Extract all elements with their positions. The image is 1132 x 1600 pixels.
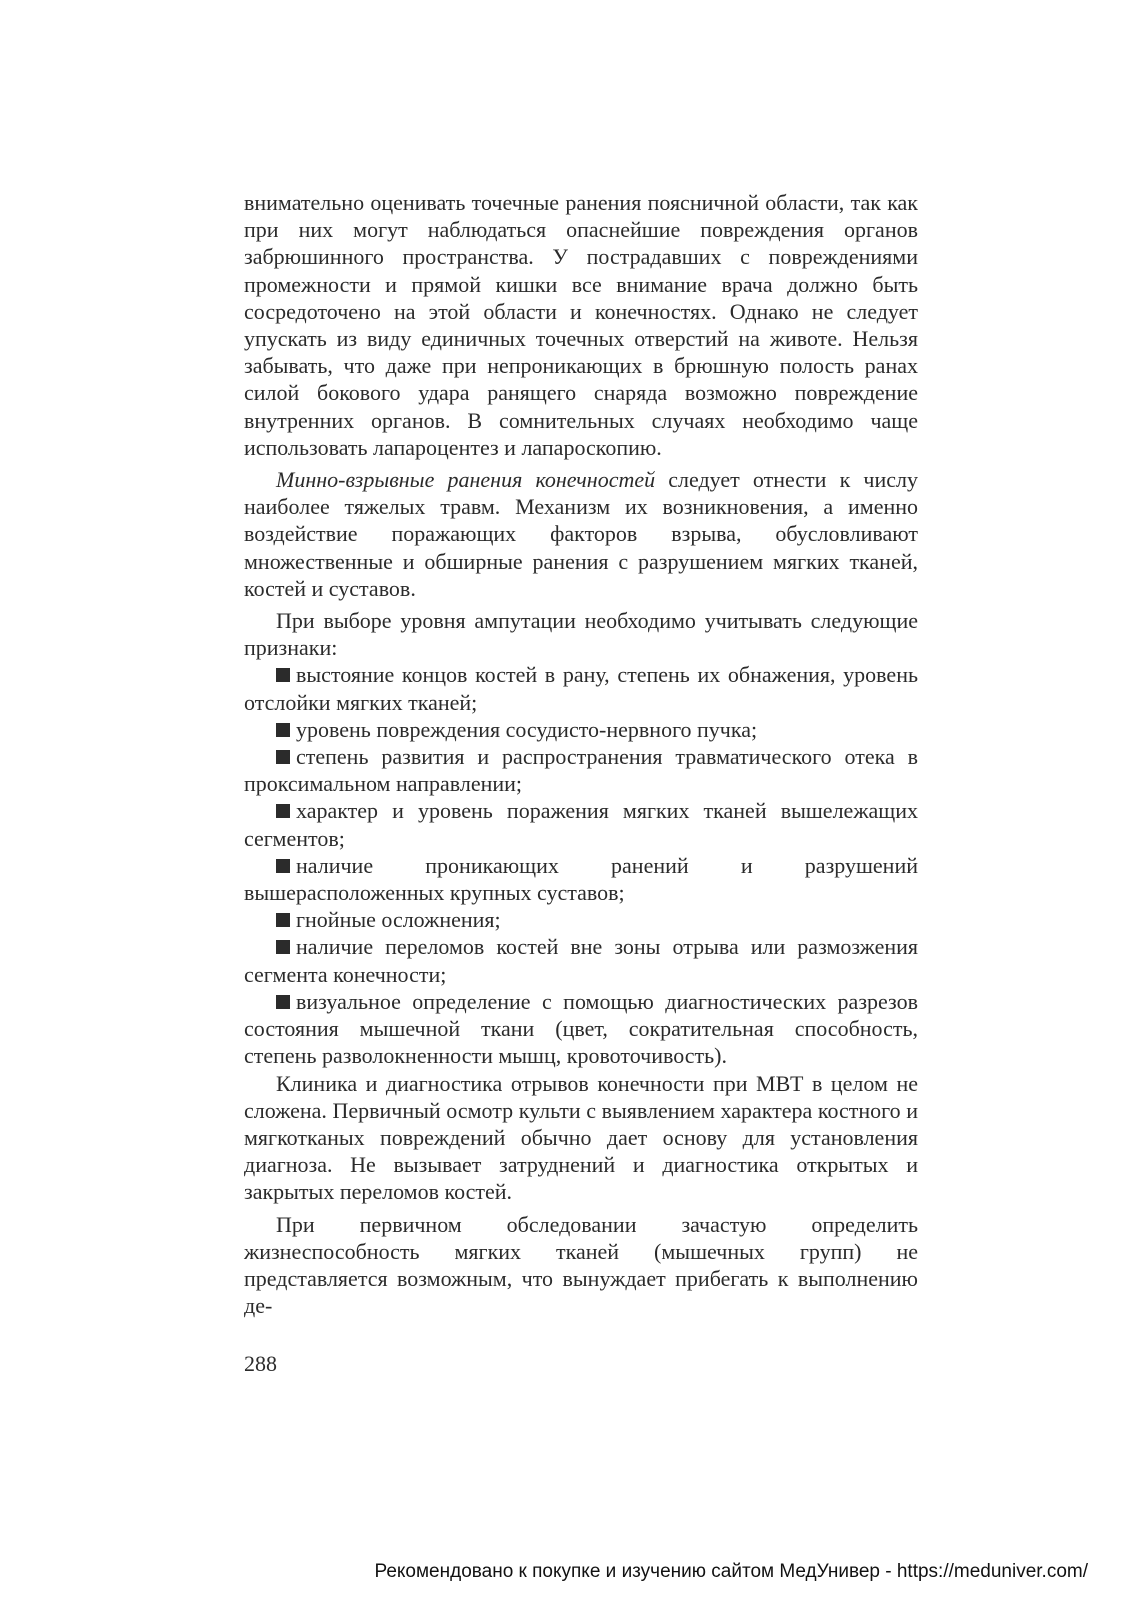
square-bullet-icon bbox=[276, 940, 290, 954]
list-item bbox=[244, 852, 918, 906]
paragraph-clinic-diagnostics: Клиника и диагностика отрывов конечности при МВТ в целом не сложена. Первичный осмотр культи с выявлением характера костного и мягкотканых повреждений обычно дает основу для установления диагноза. Не вызывает затруднений и диагностика открытых и закрытых переломов костей. bbox=[244, 1070, 918, 1205]
paragraph-limb-injuries-text: следует отнести к числу наиболее тяжелых травм. Механизм их возникновения, а именно воздействие поражающих факторов взрыва, обусловливают множественные и обширные ранения с разрушением мягких тканей, костей и суставов. bbox=[244, 467, 918, 601]
footer-watermark-text: Рекомендовано к покупке и изучению сайтом МедУнивер - https://meduniver.com/ bbox=[374, 1561, 1088, 1582]
paragraph-limb-injuries bbox=[244, 466, 918, 602]
list-item bbox=[244, 797, 918, 851]
italic-term-limb-injuries: Минно-взрывные ранения конечностей bbox=[276, 467, 656, 493]
square-bullet-icon bbox=[276, 913, 290, 927]
criteria-list bbox=[244, 661, 918, 1069]
list-item-text: уровень повреждения сосудисто-нервного пучка; bbox=[296, 716, 758, 742]
square-bullet-icon bbox=[276, 723, 290, 737]
body-text bbox=[244, 189, 918, 1319]
paragraph-amputation-intro: При выборе уровня ампутации необходимо учитывать следующие признаки: bbox=[244, 608, 918, 661]
square-bullet-icon bbox=[276, 804, 290, 818]
square-bullet-icon bbox=[276, 859, 290, 873]
page-number: 288 bbox=[244, 1351, 277, 1376]
list-item-text: степень развития и распространения травматического отека в проксимальном направлении; bbox=[244, 744, 918, 797]
list-item bbox=[244, 988, 918, 1070]
paragraph-injuries-lumbar: внимательно оценивать точечные ранения поясничной области, так как при них могут наблюдаться опаснейшие повреждения органов забрюшинного пространства. У пострадавших с повреждениями промежности и прямой кишки все внимание врача должно быть сосредоточено на этой области и конечностях. Однако не следует упускать из виду единичных точечных отверстий на животе. Нельзя забывать, что даже при непроникающих в брюшную полость ранах силой бокового удара ранящего снаряда возможно повреждение внутренних органов. В сомнительных случаях необходимо чаще использовать лапароцентез и лапароскопию. bbox=[244, 190, 918, 460]
paragraph-primary-exam: При первичном обследовании зачастую определить жизнеспособность мягких тканей (мышечных групп) не представляется возможным, что вынуждает прибегать к выполнению де- bbox=[244, 1211, 918, 1319]
square-bullet-icon bbox=[276, 750, 290, 764]
list-item bbox=[244, 933, 918, 987]
list-item bbox=[244, 906, 918, 933]
list-item-text: выстояние концов костей в рану, степень их обнажения, уровень отслойки мягких тканей; bbox=[244, 662, 918, 715]
list-item bbox=[244, 743, 918, 797]
square-bullet-icon bbox=[276, 995, 290, 1009]
list-item-text: наличие переломов костей вне зоны отрыва или размозжения сегмента конечности; bbox=[244, 934, 918, 987]
list-item bbox=[244, 661, 918, 715]
list-item-text: характер и уровень поражения мягких тканей вышележащих сегментов; bbox=[244, 798, 918, 851]
list-item-text: гнойные осложнения; bbox=[296, 907, 501, 933]
list-item bbox=[244, 716, 918, 743]
list-item-text: наличие проникающих ранений и разрушений вышерасположенных крупных суставов; bbox=[244, 852, 918, 906]
list-item-text: визуальное определение с помощью диагностических разрезов состояния мышечной ткани (цвет, сократительная способность, степень разволокненности мышц, кровоточивость). bbox=[244, 988, 918, 1069]
square-bullet-icon bbox=[276, 668, 290, 682]
